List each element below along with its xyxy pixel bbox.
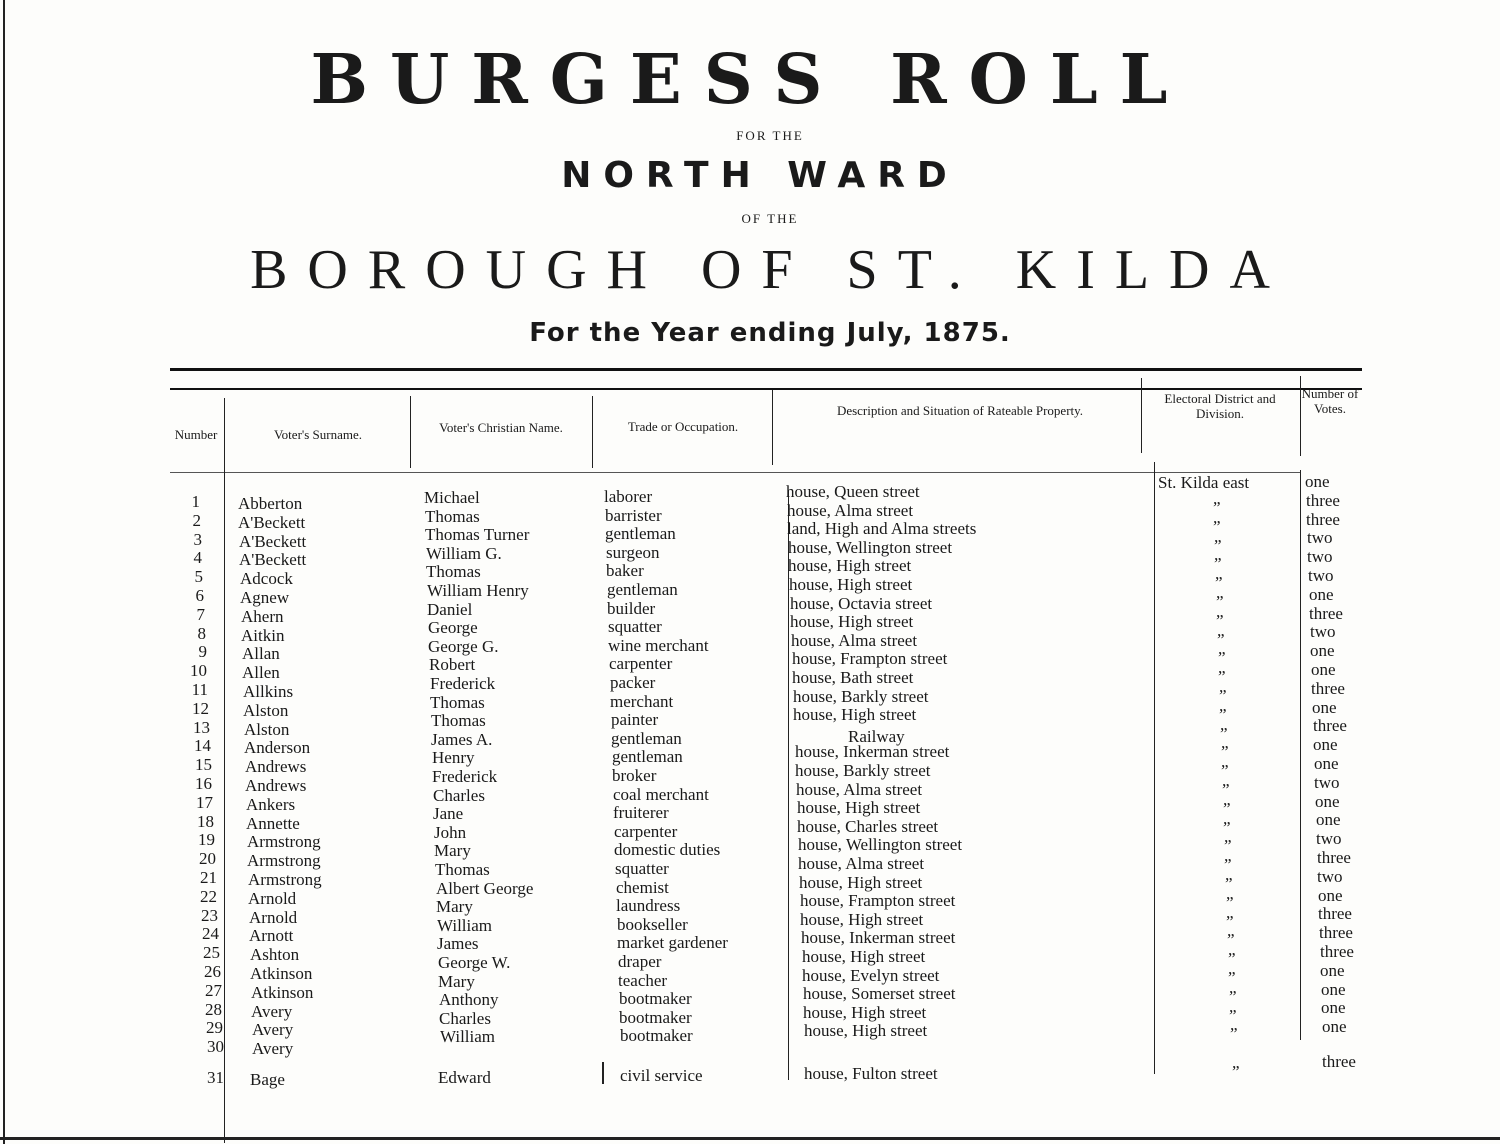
voter-christian-name: Charles xyxy=(433,785,485,805)
district-ditto: ” xyxy=(1223,817,1231,837)
number-of-votes: three xyxy=(1306,490,1340,510)
district-ditto: ” xyxy=(1213,516,1221,536)
row-number: 26 xyxy=(204,962,221,981)
voter-surname: Armstrong xyxy=(247,832,321,852)
row-number: 4 xyxy=(193,548,202,568)
property-description: house, High street xyxy=(790,612,914,632)
trade-occupation: gentleman xyxy=(611,728,682,748)
district-ditto: ” xyxy=(1220,723,1228,743)
voter-christian-name: Thomas xyxy=(430,692,485,712)
number-of-votes: one xyxy=(1310,641,1335,661)
voter-christian-name: Daniel xyxy=(427,599,473,619)
trade-occupation: laborer xyxy=(604,487,653,506)
voter-surname: Andrews xyxy=(245,776,307,795)
row-number: 15 xyxy=(195,755,212,775)
number-of-votes: two xyxy=(1308,566,1334,585)
number-of-votes: one xyxy=(1320,960,1345,980)
voter-surname: Arnott xyxy=(249,926,294,946)
property-description: house, Inkerman street xyxy=(801,928,956,948)
col-header-christian-name: Voter's Christian Name. xyxy=(439,420,563,435)
property-description: house, Fulton street xyxy=(804,1064,938,1083)
number-of-votes: three xyxy=(1311,678,1345,698)
row-number: 17 xyxy=(196,792,213,812)
voter-christian-name: Mary xyxy=(434,841,471,861)
number-of-votes: two xyxy=(1316,829,1342,849)
district-ditto: ” xyxy=(1216,592,1224,611)
property-description: house, High street xyxy=(793,705,917,725)
of-the-line: OF THE xyxy=(741,211,799,226)
row-number: 9 xyxy=(198,642,207,662)
voter-christian-name: William G. xyxy=(426,543,502,563)
district-ditto: ” xyxy=(1228,968,1236,987)
district-ditto: ” xyxy=(1227,930,1235,950)
row-number: 11 xyxy=(191,680,208,699)
row-number: 3 xyxy=(193,529,202,549)
district-ditto: ” xyxy=(1214,535,1222,555)
voter-surname: Ankers xyxy=(246,794,296,814)
number-of-votes: three xyxy=(1309,603,1343,623)
trade-occupation: carpenter xyxy=(614,821,678,841)
trade-occupation: fruiterer xyxy=(613,803,669,823)
district-ditto: ” xyxy=(1228,949,1236,969)
trade-occupation: painter xyxy=(611,710,659,730)
row-number: 20 xyxy=(199,849,216,869)
voter-christian-name: Michael xyxy=(424,488,480,507)
voter-surname: Ashton xyxy=(250,945,300,965)
row-number: 7 xyxy=(196,604,205,624)
number-of-votes: three xyxy=(1319,923,1353,943)
voter-christian-name: Mary xyxy=(436,897,473,917)
trade-occupation: wine merchant xyxy=(608,635,709,655)
district-ditto: ” xyxy=(1229,986,1237,1006)
voter-surname: Alston xyxy=(243,700,289,720)
number-of-votes: three xyxy=(1320,942,1354,961)
district-ditto: ” xyxy=(1214,554,1222,574)
voter-surname: Avery xyxy=(251,1001,293,1021)
district-ditto: ” xyxy=(1217,629,1225,649)
row-number: 23 xyxy=(201,905,218,925)
district-ditto: ” xyxy=(1221,742,1229,762)
property-description: house, Barkly street xyxy=(795,761,931,780)
property-description: Railway xyxy=(848,727,905,746)
voter-surname: Anderson xyxy=(244,738,311,758)
trade-occupation: gentleman xyxy=(612,747,683,767)
voter-christian-name: Frederick xyxy=(432,767,498,786)
col-header-property: Description and Situation of Rateable Property. xyxy=(836,403,1084,418)
voter-christian-name: Jane xyxy=(433,804,464,824)
district-ditto: ” xyxy=(1222,780,1230,799)
trade-occupation: chemist xyxy=(616,877,669,897)
voter-christian-name: Henry xyxy=(432,748,475,768)
property-description: house, High street xyxy=(799,872,923,892)
number-of-votes: two xyxy=(1307,528,1333,548)
voter-surname: Armstrong xyxy=(248,870,322,889)
property-description: house, Barkly street xyxy=(793,686,929,706)
number-of-votes: two xyxy=(1317,866,1343,886)
voter-christian-name: Mary xyxy=(438,971,475,991)
document-title: BURGESS ROLL xyxy=(310,40,1190,120)
district-ditto: ” xyxy=(1232,1062,1240,1081)
number-of-votes: three xyxy=(1318,904,1352,924)
district-ditto: ” xyxy=(1218,667,1226,687)
number-of-votes: three xyxy=(1313,716,1347,736)
trade-occupation: bootmaker xyxy=(619,989,692,1009)
trade-occupation: domestic duties xyxy=(614,840,721,860)
district-ditto: ” xyxy=(1215,573,1223,593)
row-number: 30 xyxy=(207,1037,224,1057)
district-ditto: ” xyxy=(1219,704,1227,724)
voter-surname: A'Beckett xyxy=(238,512,306,532)
district-ditto: ” xyxy=(1230,1024,1238,1044)
voter-surname: Annette xyxy=(246,813,300,833)
voter-christian-name: William xyxy=(437,915,493,935)
voter-christian-name: Thomas xyxy=(426,562,481,582)
property-description: house, Frampton street xyxy=(792,649,948,669)
number-of-votes: one xyxy=(1322,1017,1347,1037)
trade-occupation: market gardener xyxy=(617,933,728,953)
voter-surname: Allkins xyxy=(243,682,294,701)
property-description: house, High street xyxy=(789,575,913,594)
trade-occupation: bootmaker xyxy=(620,1026,693,1046)
voter-surname: Allen xyxy=(242,663,280,683)
property-description: house, High street xyxy=(788,556,912,576)
borough-title: BOROUGH OF ST. KILDA xyxy=(250,239,1290,301)
number-of-votes: two xyxy=(1310,622,1336,642)
trade-occupation: squatter xyxy=(615,859,669,878)
row-number: 5 xyxy=(194,567,203,587)
trade-occupation: broker xyxy=(612,766,657,785)
row-number: 2 xyxy=(192,510,201,530)
row-number: 21 xyxy=(200,868,217,887)
voter-surname: Bage xyxy=(250,1070,285,1089)
trade-occupation: surgeon xyxy=(606,542,660,562)
voter-surname: Abberton xyxy=(238,494,303,513)
voter-surname: A'Beckett xyxy=(239,531,307,551)
trade-occupation: packer xyxy=(610,673,656,692)
number-of-votes: one xyxy=(1311,660,1336,679)
voter-christian-name: Edward xyxy=(438,1068,491,1087)
trade-occupation: squatter xyxy=(608,617,662,637)
row-number: 19 xyxy=(198,830,215,850)
row-number: 13 xyxy=(193,717,210,737)
voter-surname: Armstrong xyxy=(247,851,321,871)
property-description: house, Queen street xyxy=(786,482,920,501)
district-ditto: ” xyxy=(1221,761,1229,781)
trade-occupation: builder xyxy=(607,598,656,618)
col-header-district: Electoral District and Division. xyxy=(1164,391,1276,421)
for-the-line: FOR THE xyxy=(736,128,804,143)
number-of-votes: one xyxy=(1305,472,1330,491)
row-number: 18 xyxy=(197,811,214,831)
district-ditto: ” xyxy=(1218,648,1226,668)
voter-surname: Avery xyxy=(252,1039,294,1059)
voter-christian-name: John xyxy=(434,822,467,842)
trade-occupation: bookseller xyxy=(617,914,688,934)
voter-surname: Atkinson xyxy=(251,982,314,1002)
number-of-votes: one xyxy=(1316,810,1341,830)
voter-christian-name: George G. xyxy=(428,636,499,656)
trade-occupation: bootmaker xyxy=(619,1007,692,1027)
property-description: house, High street xyxy=(800,909,924,929)
voter-christian-name: William Henry xyxy=(427,581,529,600)
property-description: house, Alma street xyxy=(796,779,923,799)
subtitle: For the Year ending July, 1875. xyxy=(529,318,1011,348)
number-of-votes: one xyxy=(1321,998,1346,1018)
ward-title: NORTH WARD xyxy=(561,155,959,196)
trade-occupation: draper xyxy=(618,952,662,971)
voter-surname: Atkinson xyxy=(250,964,313,983)
district-ditto: ” xyxy=(1226,892,1234,912)
district-ditto: ” xyxy=(1224,855,1232,875)
trade-occupation: gentleman xyxy=(605,524,676,544)
trade-occupation: gentleman xyxy=(607,580,678,599)
col-header-number: Number xyxy=(174,427,218,442)
district-ditto: ” xyxy=(1229,1005,1237,1025)
number-of-votes: one xyxy=(1314,754,1339,773)
property-description: house, Bath street xyxy=(792,668,914,687)
property-description: house, Alma street xyxy=(787,500,914,520)
property-description: house, Alma street xyxy=(798,854,925,873)
number-of-votes: one xyxy=(1321,979,1346,999)
first-district-entry: St. Kilda east xyxy=(1158,473,1250,492)
row-number: 31 xyxy=(207,1068,224,1087)
row-number: 28 xyxy=(205,999,222,1019)
voter-christian-name: James A. xyxy=(431,729,493,749)
voter-christian-name: Thomas xyxy=(425,506,480,526)
voter-surname: Allan xyxy=(242,644,280,664)
voter-christian-name: Anthony xyxy=(439,990,499,1010)
district-ditto: ” xyxy=(1224,836,1232,856)
voter-surname: Adcock xyxy=(240,569,293,589)
number-of-votes: three xyxy=(1306,509,1340,529)
voter-surname: Alston xyxy=(244,719,290,739)
row-number: 14 xyxy=(194,736,211,756)
number-of-votes: two xyxy=(1314,772,1340,792)
voter-christian-name: Frederick xyxy=(430,674,496,693)
district-ditto: ” xyxy=(1223,798,1231,818)
voter-christian-name: Robert xyxy=(429,655,476,675)
property-description: house, Evelyn street xyxy=(802,965,940,985)
voter-surname: Aitkin xyxy=(241,625,285,645)
property-description: house, High street xyxy=(802,947,926,966)
trade-occupation: carpenter xyxy=(609,654,673,674)
property-description: house, Wellington street xyxy=(798,835,963,855)
property-description: house, Octavia street xyxy=(790,593,933,613)
row-number: 8 xyxy=(197,623,206,643)
voter-christian-name: James xyxy=(437,934,479,954)
col-header-surname: Voter's Surname. xyxy=(273,427,363,442)
row-number: 6 xyxy=(195,586,204,605)
voter-christian-name: George W. xyxy=(438,953,511,972)
voter-surname: Ahern xyxy=(241,606,284,626)
voter-surname: Avery xyxy=(252,1020,294,1040)
trade-occupation: teacher xyxy=(618,970,668,990)
number-of-votes: one xyxy=(1318,885,1343,905)
trade-occupation: baker xyxy=(606,561,644,581)
row-number: 12 xyxy=(192,698,209,718)
voter-surname: Arnold xyxy=(249,907,298,927)
trade-occupation: coal merchant xyxy=(613,784,709,804)
district-ditto: ” xyxy=(1226,911,1234,931)
row-number: 25 xyxy=(203,943,220,963)
property-description: house, Alma street xyxy=(791,630,918,650)
trade-occupation: merchant xyxy=(610,691,674,711)
col-header-votes: Number of Votes. xyxy=(1301,386,1359,416)
trade-occupation: civil service xyxy=(620,1066,703,1085)
row-number: 27 xyxy=(205,980,222,1000)
property-description: house, Inkerman street xyxy=(795,742,950,762)
property-description: house, Frampton street xyxy=(800,891,956,911)
district-ditto: ” xyxy=(1216,610,1224,630)
district-ditto: ” xyxy=(1225,874,1233,893)
trade-occupation: laundress xyxy=(616,896,681,916)
number-of-votes: two xyxy=(1307,547,1333,567)
voter-christian-name: Thomas xyxy=(435,860,490,879)
voter-surname: Agnew xyxy=(240,588,290,607)
number-of-votes: one xyxy=(1313,735,1338,755)
number-of-votes: one xyxy=(1315,791,1340,811)
number-of-votes: three xyxy=(1322,1052,1356,1071)
voter-christian-name: Thomas xyxy=(431,711,486,731)
property-description: house, Somerset street xyxy=(803,984,956,1004)
voter-christian-name: George xyxy=(428,618,478,638)
district-ditto: ” xyxy=(1219,686,1227,705)
row-number: 24 xyxy=(202,924,219,944)
property-description: house, Wellington street xyxy=(788,537,953,557)
voter-christian-name: Charles xyxy=(439,1008,491,1028)
trade-occupation: barrister xyxy=(605,505,662,525)
voter-surname: Arnold xyxy=(248,888,297,908)
property-description: land, High and Alma streets xyxy=(787,519,977,539)
voter-surname: Andrews xyxy=(245,757,307,777)
property-description: house, High street xyxy=(804,1021,928,1041)
row-number: 29 xyxy=(206,1018,223,1038)
col-header-trade: Trade or Occupation. xyxy=(627,419,739,434)
row-number: 1 xyxy=(191,492,200,511)
district-ditto: ” xyxy=(1213,498,1221,517)
row-number: 22 xyxy=(200,886,217,906)
property-description: house, High street xyxy=(803,1002,927,1022)
number-of-votes: one xyxy=(1309,584,1334,604)
number-of-votes: one xyxy=(1312,697,1337,717)
voter-surname: A'Beckett xyxy=(239,550,307,570)
number-of-votes: three xyxy=(1317,848,1351,867)
voter-christian-name: Thomas Turner xyxy=(425,525,530,545)
row-number: 10 xyxy=(190,661,207,681)
property-description: house, Charles street xyxy=(797,816,939,836)
row-number: 16 xyxy=(195,774,212,793)
property-description: house, High street xyxy=(797,798,921,818)
voter-christian-name: William xyxy=(440,1027,496,1047)
voter-christian-name: Albert George xyxy=(436,878,534,898)
